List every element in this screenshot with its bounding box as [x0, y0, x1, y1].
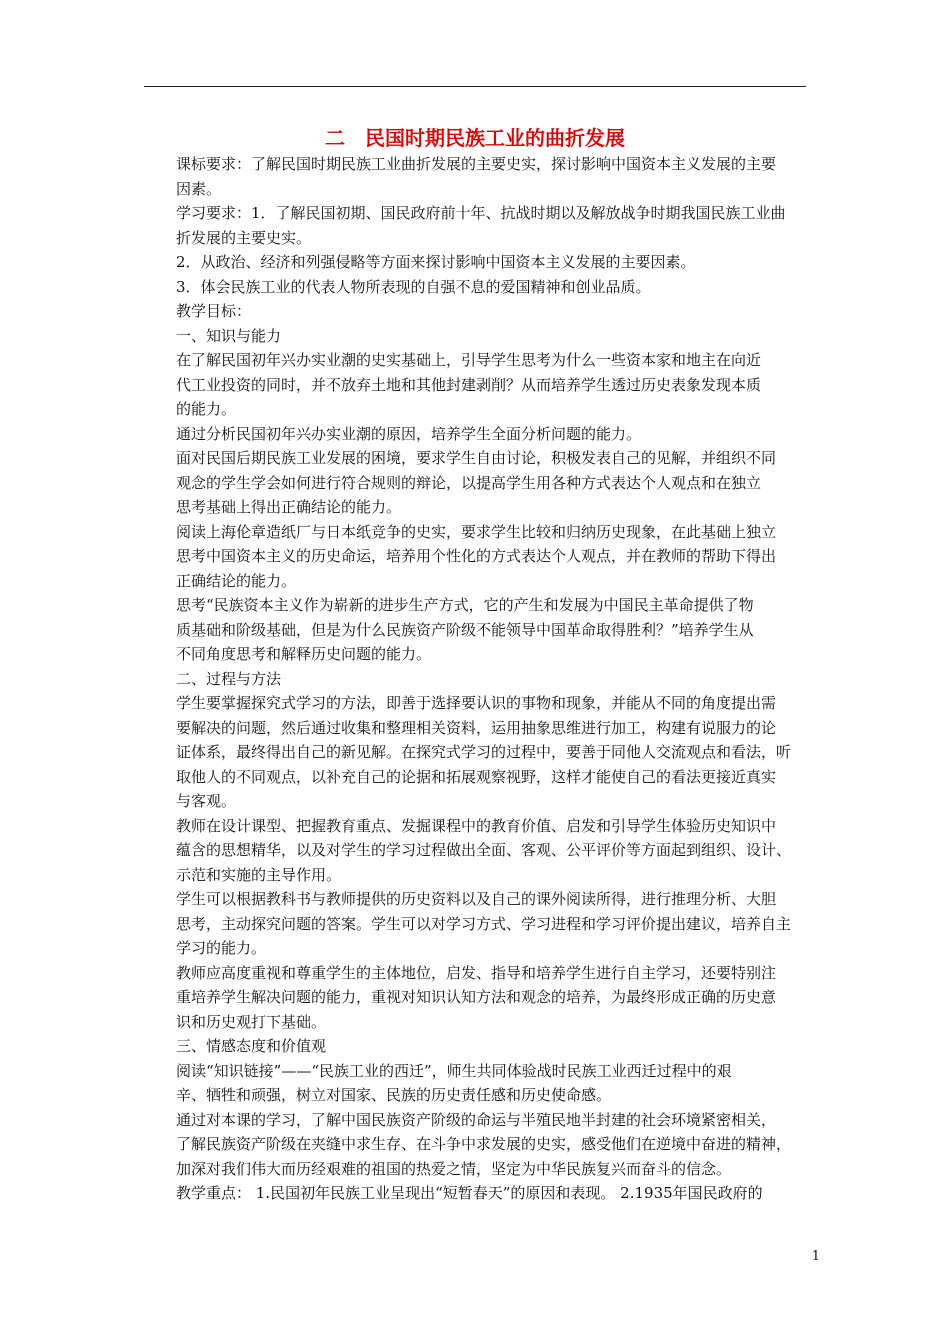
- body-line: 学生要掌握探究式学习的方法，即善于选择要认识的事物和现象，并能从不同的角度提出需: [176, 694, 777, 712]
- document-body: [176, 152, 816, 1206]
- body-line: 取他人的不同观点，以补充自己的论据和拓展观察视野，这样才能使自己的看法更接近真实: [176, 767, 777, 786]
- body-line: 示范和实施的主导作用。: [176, 865, 342, 884]
- body-line: 面对民国后期民族工业发展的困境，要求学生自由讨论，积极发表自己的见解，并组织不同: [176, 449, 777, 467]
- body-line: 学习的能力。: [176, 939, 267, 957]
- body-line: 教师在设计课型、把握教育重点、发掘课程中的教育价值、启发和引导学生体验历史知识中: [176, 816, 777, 835]
- body-line: 学习要求：1．了解民国初期、国民政府前十年、抗战时期以及解放战争时期我国民族工业曲: [176, 204, 786, 222]
- header-rule: [144, 86, 806, 87]
- body-line: 思考基础上得出正确结论的能力。: [176, 498, 402, 516]
- body-line: 蕴含的思想精华，以及对学生的学习过程做出全面、客观、公平评价等方面起到组织、设计、: [176, 841, 792, 859]
- body-line: 教学目标：: [176, 302, 252, 320]
- body-line: 教师应高度重视和尊重学生的主体地位，启发、指导和培养学生进行自主学习，还要特别注: [176, 963, 777, 982]
- body-line: 通过分析民国初年兴办实业潮的原因，培养学生全面分析问题的能力。: [176, 424, 642, 443]
- body-line: 辛、牺牲和顽强，树立对国家、民族的历史责任感和历史使命感。: [176, 1086, 612, 1104]
- body-line: 质基础和阶级基础，但是为什么民族资产阶级不能领导中国革命取得胜利？”培养学生从: [176, 620, 754, 639]
- body-line: 三、情感态度和价值观: [176, 1037, 327, 1055]
- body-line: 二、过程与方法: [176, 669, 282, 688]
- body-line: 学生可以根据教科书与教师提供的历史资料以及自己的课外阅读所得，进行推理分析、大胆: [176, 890, 777, 908]
- body-line: 的能力。: [176, 400, 237, 418]
- body-line: 思考，主动探究问题的答案。学生可以对学习方式、学习进程和学习评价提出建议，培养自主: [176, 914, 792, 933]
- body-line: 通过对本课的学习，了解中国民族资产阶级的命运与半殖民地半封建的社会环境紧密相关，: [176, 1110, 777, 1129]
- body-line: 观念的学生学会如何进行符合规则的辩论，以提高学生用各种方式表达个人观点和在独立: [176, 473, 762, 492]
- body-line: 与客观。: [176, 792, 237, 810]
- body-line: 不同角度思考和解释历史问题的能力。: [176, 645, 432, 663]
- body-line: 思考“民族资本主义作为崭新的进步生产方式，它的产生和发展为中国民主革命提供了物: [176, 596, 754, 614]
- body-line: 识和历史观打下基础。: [176, 1012, 327, 1031]
- body-line: 在了解民国初年兴办实业潮的史实基础上，引导学生思考为什么一些资本家和地主在向近: [176, 351, 762, 369]
- body-line: 代工业投资的同时，并不放弃土地和其他封建剥削？从而培养学生透过历史表象发现本质: [176, 375, 762, 394]
- page-number: 1: [811, 1249, 820, 1264]
- body-line: 重培养学生解决问题的能力，重视对知识认知方法和观念的培养，为最终形成正确的历史意: [176, 988, 777, 1006]
- body-line: 证体系，最终得出自己的新见解。在探究式学习的过程中，要善于同他人交流观点和看法，听: [176, 743, 792, 761]
- body-line: 一、知识与能力: [176, 326, 282, 345]
- body-line: 折发展的主要史实。: [176, 228, 312, 247]
- body-line: 加深对我们伟大而历经艰难的祖国的热爱之情，坚定为中华民族复兴而奋斗的信念。: [176, 1159, 732, 1178]
- body-line: 了解民族资产阶级在夹缝中求生存、在斗争中求发展的史实，感受他们在逆境中奋进的精神，: [176, 1135, 792, 1153]
- body-line: 要解决的问题，然后通过收集和整理相关资料，运用抽象思维进行加工，构建有说服力的论: [176, 718, 777, 737]
- body-line: 思考中国资本主义的历史命运，培养用个性化的方式表达个人观点，并在教师的帮助下得出: [176, 547, 777, 565]
- body-line: 阅读上海伦章造纸厂与日本纸竞争的史实，要求学生比较和归纳历史现象，在此基础上独立: [176, 522, 777, 541]
- body-line: 教学重点： 1.民国初年民族工业呈现出“短暂春天”的原因和表现。 2.1935年国民政府的: [176, 1184, 763, 1202]
- body-line: 2．从政治、经济和列强侵略等方面来探讨影响中国资本主义发展的主要因素。: [176, 253, 696, 271]
- body-line: 阅读“知识链接”——“民族工业的西迁”，师生共同体验战时民族工业西迁过程中的艰: [176, 1061, 732, 1080]
- body-line: 课标要求：了解民国时期民族工业曲折发展的主要史实，探讨影响中国资本主义发展的主要: [176, 155, 777, 173]
- document-title: 二 民国时期民族工业的曲折发展: [325, 126, 625, 150]
- body-line: 因素。: [176, 179, 222, 198]
- body-line: 3．体会民族工业的代表人物所表现的自强不息的爱国精神和创业品质。: [176, 277, 651, 296]
- body-line: 正确结论的能力。: [176, 571, 297, 590]
